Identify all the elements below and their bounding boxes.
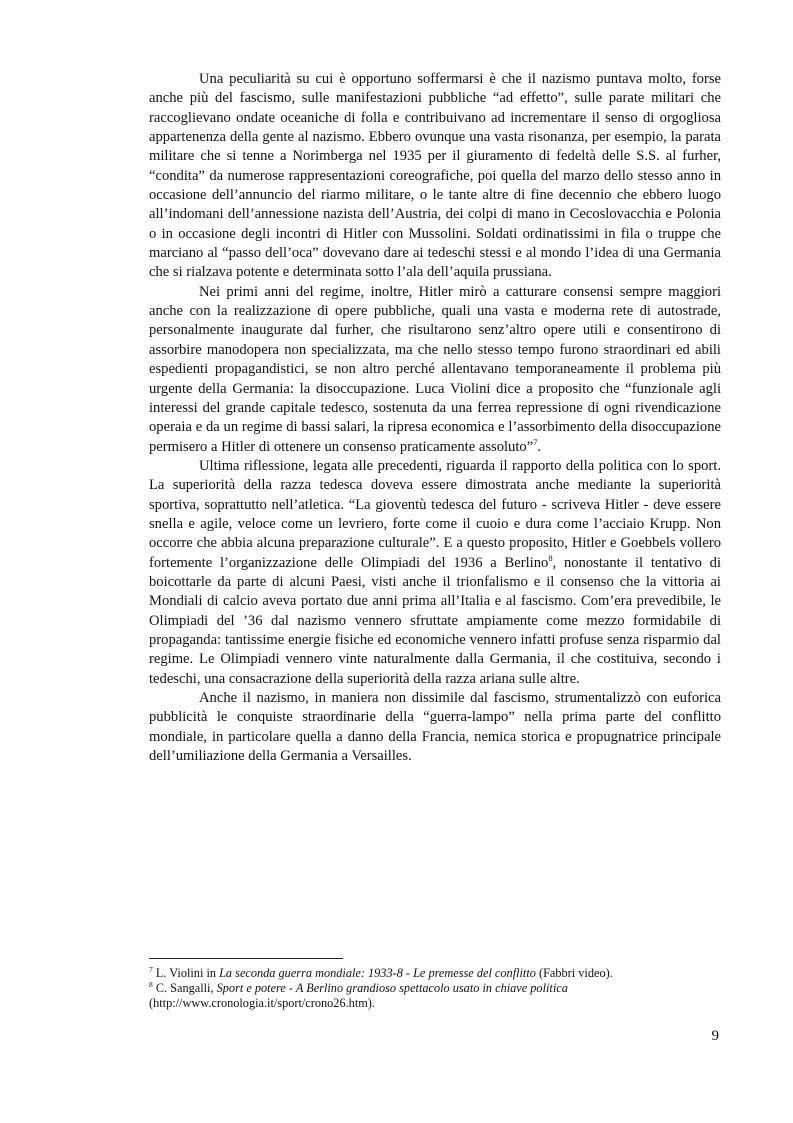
page-number: 9 <box>711 1028 719 1044</box>
footnote-separator <box>149 958 343 959</box>
footnote-text: C. Sangalli, <box>152 981 217 995</box>
paragraph-2-text: Nei primi anni del regime, inoltre, Hitler mirò a catturare consensi sempre maggiori anche con la realizzazione di opere pubbliche, quali una vasta e moderna rete di autostrade, personalmente inaugurate dal furher, che risultarono senz’altro opere utili e consentirono di assorbire manodopera non specializzata, ma che nello stesso tempo furono straordinari ed abili espedienti propagandistici, se non altro perché allentavano temporaneamente il problema più urgente della Germania: la disoccupazione. Luca Violini dice a proposito che “funzionale agli interessi del grande capitale tedesco, sostenuta da una ferrea repressione di ogni rivendicazione operaia e da un regime di bassi salari, la ripresa economica e l’assorbimento della disoccupazione permisero a Hitler di ottenere un consenso praticamente assoluto” <box>149 283 721 455</box>
footnote-8 <box>149 981 721 1011</box>
footnote-ref-7: 7 <box>533 436 538 447</box>
paragraph-2 <box>149 283 721 457</box>
footnote-text: L. Violini in <box>152 966 220 980</box>
paragraph-3 <box>149 457 721 689</box>
footnote-ref-8: 8 <box>548 552 553 563</box>
body-text <box>149 70 721 766</box>
footnote-url: (http://www.cronologia.it/sport/crono26.htm). <box>149 996 375 1010</box>
footnote-number: 8 <box>149 980 153 989</box>
footnotes <box>149 966 721 1011</box>
footnote-text: (Fabbri video). <box>535 966 613 980</box>
paragraph-1: Una peculiarità su cui è opportuno soffermarsi è che il nazismo puntava molto, forse anche più del fascismo, sulle manifestazioni pubbliche “ad effetto”, sulle parate militari che raccoglievano ondate oceaniche di folla e contribuivano ad incrementare il senso di orgogliosa appartenenza della gente al nazismo. Ebbero ovunque una vasta risonanza, per esempio, la parata militare che si tenne a Norimberga nel 1935 per il giuramento di fedeltà delle S.S. al furher, “condita” da numerose rappresentazioni coreografiche, poi quella del marzo dello stesso anno in occasione dell’annuncio del riarmo militare, o le tante altre di fine decennio che ebbero luogo all’indomani dell’annessione nazista dell’Austria, dei colpi di mano in Cecoslovacchia e Polonia o in occasione degli incontri di Hitler con Mussolini. Soldati ordinatissimi in fila o truppe che marciano al “passo dell’oca” dovevano dare ai tedeschi stessi e al mondo l’idea di una Germania che si rialzava potente e determinata sotto l’ala dell’aquila prussiana. <box>149 71 721 281</box>
paragraph-2-end: . <box>537 438 542 455</box>
paragraph-3-text-a: Ultima riflessione, legata alle precedenti, riguarda il rapporto della politica con lo sport. La superiorità della razza tedesca doveva essere dimostrata anche mediante la superiorità sportiva, soprattutto nell’atletica. “La gioventù tedesca del futuro - scriveva Hitler - deve essere snella e agile, veloce come un levriero, forte come il cuoio e dura come l’acciaio Krupp. Non occorre che abbia alcuna preparazione culturale”. E a questo proposito, Hitler e Goebbels vollero fortemente l’organizzazione delle Olimpiadi del 1936 a Berlino <box>149 457 721 571</box>
footnote-title: Sport e potere - A Berlino grandioso spettacolo usato in chiave politica <box>216 981 568 995</box>
footnote-title: La seconda guerra mondiale: 1933-8 - Le premesse del conflitto <box>219 966 536 980</box>
paragraph-4: Anche il nazismo, in maniera non dissimile dal fascismo, strumentalizzò con euforica pubblicità le conquiste straordinarie della “guerra-lampo” nella prima parte del conflitto mondiale, in particolare quella a danno della Francia, nemica storica e propugnatrice principale dell’umiliazione della Germania a Versailles. <box>149 690 721 765</box>
footnote-7 <box>149 966 721 981</box>
paragraph-3-text-b: , nonostante il tentativo di boicottarle da parte di alcuni Paesi, visti anche il trionfalismo e il consenso che la vittoria ai Mondiali di calcio aveva portato due anni prima all’Italia e al fascismo. Com’era prevedibile, le Olimpiadi del ’36 dal nazismo vennero sfruttate ampiamente come mezzo formidabile di propaganda: tantissime energie fisiche ed economiche vennero infatti profuse senza risparmio dal regime. Le Olimpiadi vennero vinte naturalmente dalla Germania, il che costituiva, secondo i tedeschi, una consacrazione della superiorità della razza ariana sulle altre. <box>149 554 722 687</box>
footnote-number: 7 <box>149 965 153 974</box>
